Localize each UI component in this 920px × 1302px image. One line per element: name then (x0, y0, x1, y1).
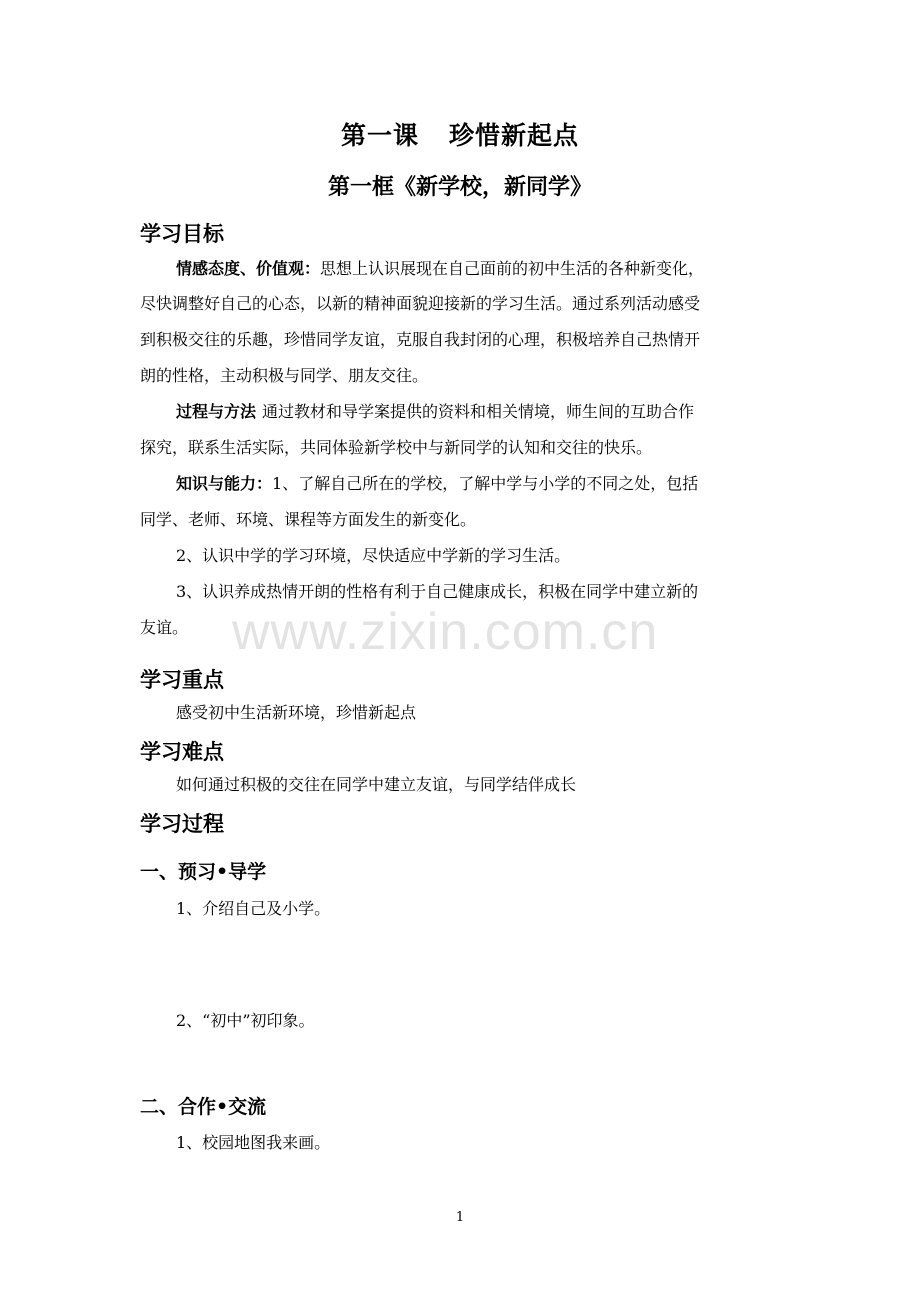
process-line-1 (176, 402, 694, 422)
process-section-heading: 学习过程 (140, 812, 224, 836)
key-points-text: 感受初中生活新环境，珍惜新起点 (176, 703, 417, 722)
knowledge-item-2: 2、认识中学的学习环境，尽快适应中学新的学习生活。 (176, 546, 571, 565)
emotion-line-2: 尽快调整好自己的心态，以新的精神面貌迎接新的学习生活。通过系列活动感受 (140, 294, 701, 313)
part1-heading: 一、预习•导学 (140, 861, 267, 883)
emotion-text-1: 思想上认识展现在自己面前的初中生活的各种新变化， (320, 259, 705, 278)
part2-heading: 二、合作•交流 (140, 1096, 267, 1118)
difficulties-heading: 学习难点 (140, 740, 224, 764)
lesson-title-part2: 珍惜新起点 (449, 121, 580, 150)
knowledge-item-3-line-2: 友谊。 (140, 618, 189, 637)
key-points-heading: 学习重点 (140, 668, 224, 692)
lesson-title (0, 116, 920, 152)
page-number: 1 (455, 1210, 465, 1225)
knowledge-item-3-line-1: 3、认识养成热情开朗的性格有利于自己健康成长，积极在同学中建立新的 (176, 582, 699, 601)
part1-item-1: 1、介绍自己及小学。 (176, 899, 331, 918)
difficulties-text: 如何通过积极的交往在同学中建立友谊，与同学结伴成长 (176, 775, 577, 794)
knowledge-text-1: 1、了解自己所在的学校，了解中学与小学的不同之处，包括 (272, 474, 699, 493)
part2-item-1: 1、校园地图我来画。 (176, 1133, 331, 1152)
knowledge-line-2: 同学、老师、环境、课程等方面发生的新变化。 (140, 510, 477, 529)
process-text-1: 通过教材和导学案提供的资料和相关情境，师生间的互助合作 (262, 402, 695, 421)
knowledge-line-1 (176, 474, 698, 494)
lesson-subtitle: 第一框《新学校，新同学》 (327, 175, 592, 200)
emotion-label: 情感态度、价值观： (176, 259, 321, 278)
knowledge-label: 知识与能力： (176, 474, 273, 493)
emotion-line-3: 到积极交往的乐趣，珍惜同学友谊，克服自我封闭的心理，积极培养自己热情开 (140, 330, 701, 349)
process-label: 过程与方法 (176, 402, 257, 421)
objectives-heading: 学习目标 (140, 222, 224, 246)
emotion-line-4: 朗的性格，主动积极与同学、朋友交往。 (140, 366, 429, 385)
process-line-2: 探究，联系生活实际，共同体验新学校中与新同学的认知和交往的快乐。 (140, 438, 653, 457)
lesson-title-part1: 第一课 (340, 121, 419, 150)
watermark: www.zixin.com.cn (232, 603, 659, 661)
emotion-line-1 (176, 259, 704, 279)
part1-item-2: 2、“初中”初印象。 (176, 1011, 315, 1030)
